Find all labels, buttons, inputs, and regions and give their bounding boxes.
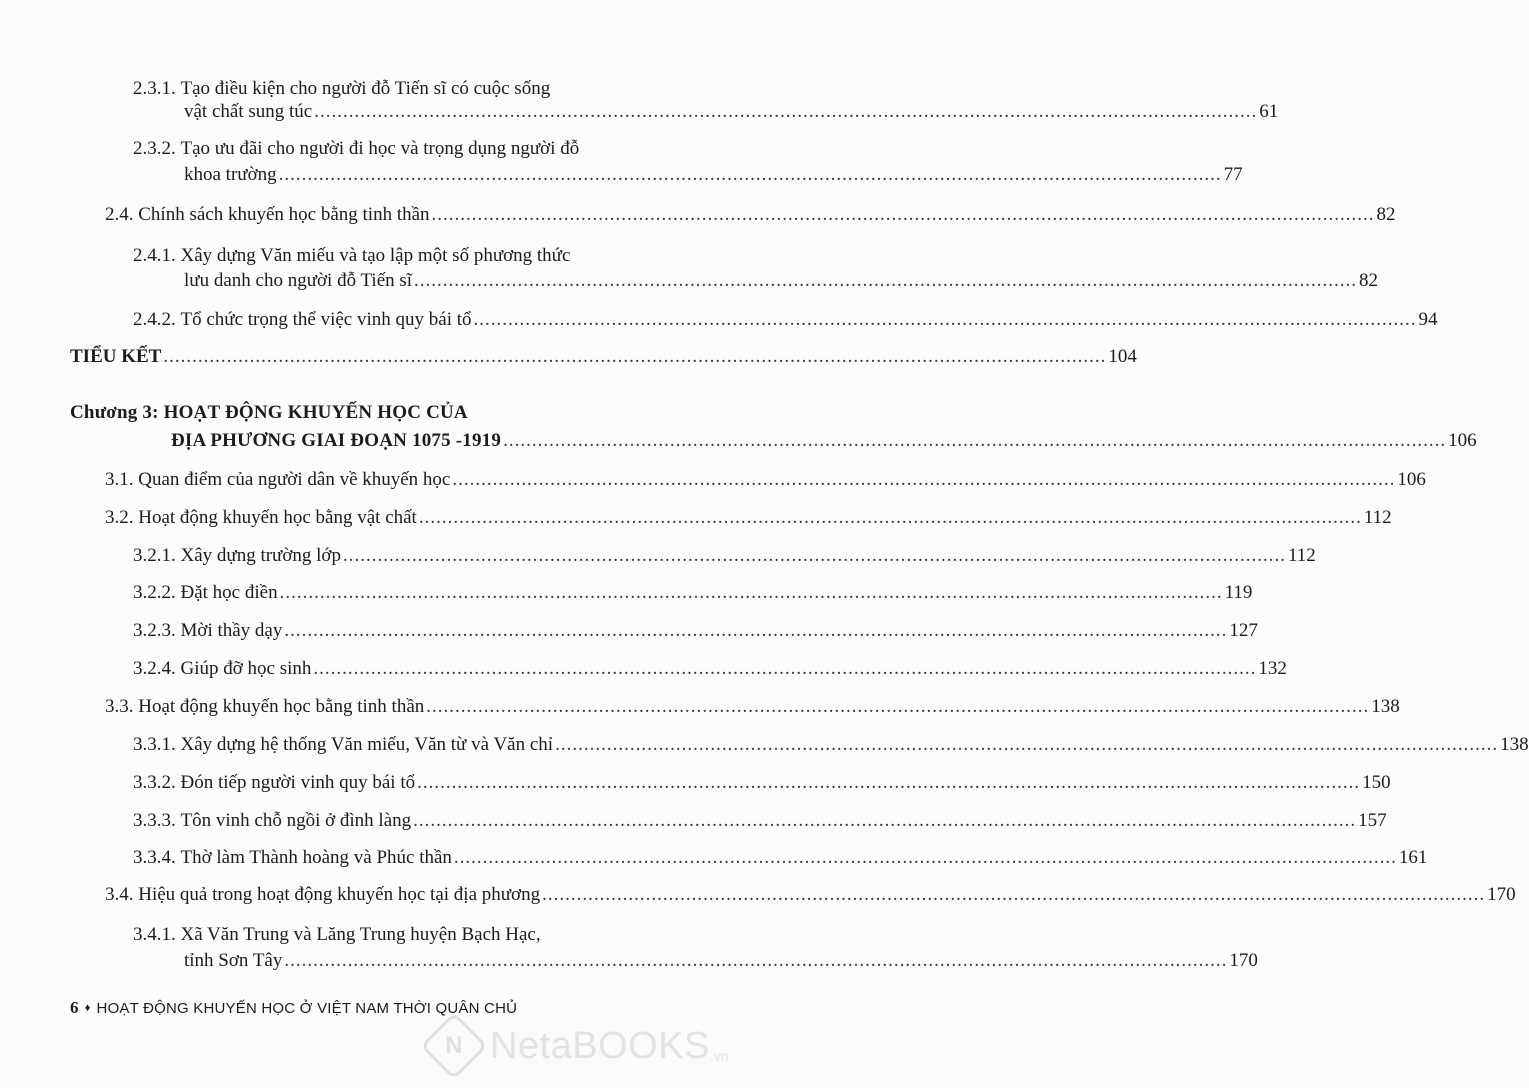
page-number: 6	[70, 998, 79, 1017]
toc-entry-page: 170	[1229, 950, 1258, 971]
watermark	[430, 1022, 729, 1070]
leader-dots	[454, 843, 1397, 872]
toc-entry-title: Quan điểm của người dân về khuyến học	[138, 469, 451, 490]
toc-entry-title: Xây dựng Văn miếu và tạo lập một số phương thức	[180, 245, 571, 266]
toc-entry-title: Đón tiếp người vinh quy bái tổ	[180, 772, 416, 793]
toc-entry-page: 138	[1371, 696, 1400, 717]
leader-dots	[474, 305, 1417, 334]
leader-dots	[279, 160, 1222, 189]
toc-entry-title: Tổ chức trọng thể việc vinh quy bái tổ	[180, 309, 472, 330]
leader-dots	[503, 426, 1446, 455]
toc-entry-title: Hoạt động khuyến học bằng tinh thần	[138, 696, 425, 717]
toc-entry-title: Tạo điều kiện cho người đỗ Tiến sĩ có cuộc sống	[180, 78, 551, 99]
toc-entry-page: 106	[1397, 469, 1426, 490]
toc-entry-number: 3.2.3.	[133, 620, 176, 641]
toc-entry-title: Xã Văn Trung và Lăng Trung huyện Bạch Hạc,	[180, 924, 541, 945]
toc-entry-title-cont: tỉnh Sơn Tây	[184, 950, 283, 971]
toc-entry-number: 2.4.1.	[133, 245, 176, 266]
toc-entry-title: Xây dựng trường lớp	[180, 545, 341, 566]
leader-dots	[417, 768, 1360, 797]
leader-dots	[555, 730, 1498, 759]
toc-entry-number: 3.2.	[105, 507, 134, 528]
running-title: HOẠT ĐỘNG KHUYẾN HỌC Ở VIỆT NAM THỜI QUÂN CHỦ	[96, 999, 518, 1017]
toc-entry-number: 2.4.2.	[133, 309, 176, 330]
toc-entry-number: 2.3.1.	[133, 78, 176, 99]
leader-dots	[452, 465, 1395, 494]
toc-entry-title: Tạo ưu đãi cho người đi học và trọng dụng người đỗ	[180, 138, 580, 159]
toc-entry-number: 2.4.	[105, 204, 134, 225]
toc-entry-number: 3.3.3.	[133, 810, 176, 831]
toc-entry-page: 170	[1487, 884, 1516, 905]
toc-entry-title: Chính sách khuyến học bằng tinh thần	[138, 204, 430, 225]
leader-dots	[284, 946, 1227, 975]
toc-entry-page: 138	[1500, 734, 1529, 755]
leader-dots	[426, 692, 1369, 721]
chapter-heading: Chương 3: HOẠT ĐỘNG KHUYẾN HỌC CỦA	[70, 402, 468, 423]
toc-entry-title: Hoạt động khuyến học bằng vật chất	[138, 507, 417, 528]
leader-dots	[414, 266, 1357, 295]
toc-entry-page: 106	[1448, 430, 1477, 451]
toc-entry-title: Thờ làm Thành hoàng và Phúc thần	[180, 847, 452, 868]
toc-entry-title: Tôn vinh chỗ ngồi ở đình làng	[180, 810, 412, 831]
toc-entry-page: 112	[1287, 545, 1316, 566]
toc-entry-title-cont: khoa trường	[184, 164, 277, 185]
toc-entry-page: 94	[1418, 309, 1438, 330]
leader-dots	[343, 541, 1286, 570]
leader-dots	[284, 616, 1227, 645]
toc-entry-page: 104	[1108, 346, 1137, 367]
toc-entry-page: 119	[1224, 582, 1253, 603]
toc-entry-number: 3.1.	[105, 469, 134, 490]
toc-entry-page: 61	[1259, 101, 1279, 122]
toc-entry-number: 3.2.4.	[133, 658, 176, 679]
leader-dots	[163, 342, 1106, 371]
toc-entry-title: Giúp đỡ học sinh	[180, 658, 312, 679]
toc-entry-number: 3.2.1.	[133, 545, 176, 566]
diamond-icon: ♦	[84, 1002, 91, 1014]
toc-entry-page: 112	[1363, 507, 1392, 528]
toc-entry-title: Xây dựng hệ thống Văn miếu, Văn từ và Văn chỉ	[180, 734, 554, 755]
toc-entry-number: 3.4.1.	[133, 924, 176, 945]
leader-dots	[542, 880, 1485, 909]
toc-entry-number: 3.2.2.	[133, 582, 176, 603]
leader-dots	[419, 503, 1362, 532]
toc-entry-title: Mời thầy dạy	[180, 620, 283, 641]
toc-entry-title: Đặt học điền	[180, 582, 278, 603]
watermark-tld: .vn	[709, 1048, 729, 1064]
toc-entry-page: 157	[1358, 810, 1387, 831]
toc-entry-number: 3.3.2.	[133, 772, 176, 793]
toc-entry-number: 3.4.	[105, 884, 134, 905]
toc-entry-page: 161	[1398, 847, 1428, 868]
toc-entry-number: 3.3.1.	[133, 734, 176, 755]
watermark-text: NetaBOOKS	[490, 1024, 710, 1067]
logo-letter: N	[445, 1032, 463, 1059]
toc-entry-page: 82	[1359, 270, 1379, 291]
toc-entry-title: Hiệu quả trong hoạt động khuyến học tại địa phương	[138, 884, 541, 905]
toc-entry-title-cont: vật chất sung túc	[184, 101, 313, 122]
leader-dots	[314, 97, 1257, 126]
chapter-heading-cont: ĐỊA PHƯƠNG GIAI ĐOẠN 1075 -1919	[171, 430, 502, 451]
toc-entry-page: 132	[1258, 658, 1287, 679]
netabooks-logo-icon	[420, 1012, 488, 1080]
leader-dots	[313, 654, 1256, 683]
toc-entry-page: 77	[1223, 164, 1243, 185]
toc-entry-number: 2.3.2.	[133, 138, 176, 159]
toc-entry-number: 3.3.	[105, 696, 134, 717]
toc-entry-page: 82	[1376, 204, 1396, 225]
toc-entry-page: 127	[1229, 620, 1258, 641]
toc-entry-page: 150	[1362, 772, 1391, 793]
leader-dots	[432, 200, 1375, 229]
leader-dots	[413, 806, 1356, 835]
toc-entry-title-cont: lưu danh cho người đỗ Tiến sĩ	[184, 270, 413, 291]
leader-dots	[280, 578, 1223, 607]
toc-entry-title: TIỂU KẾT	[70, 346, 162, 367]
toc-entry-number: 3.3.4.	[133, 847, 176, 868]
